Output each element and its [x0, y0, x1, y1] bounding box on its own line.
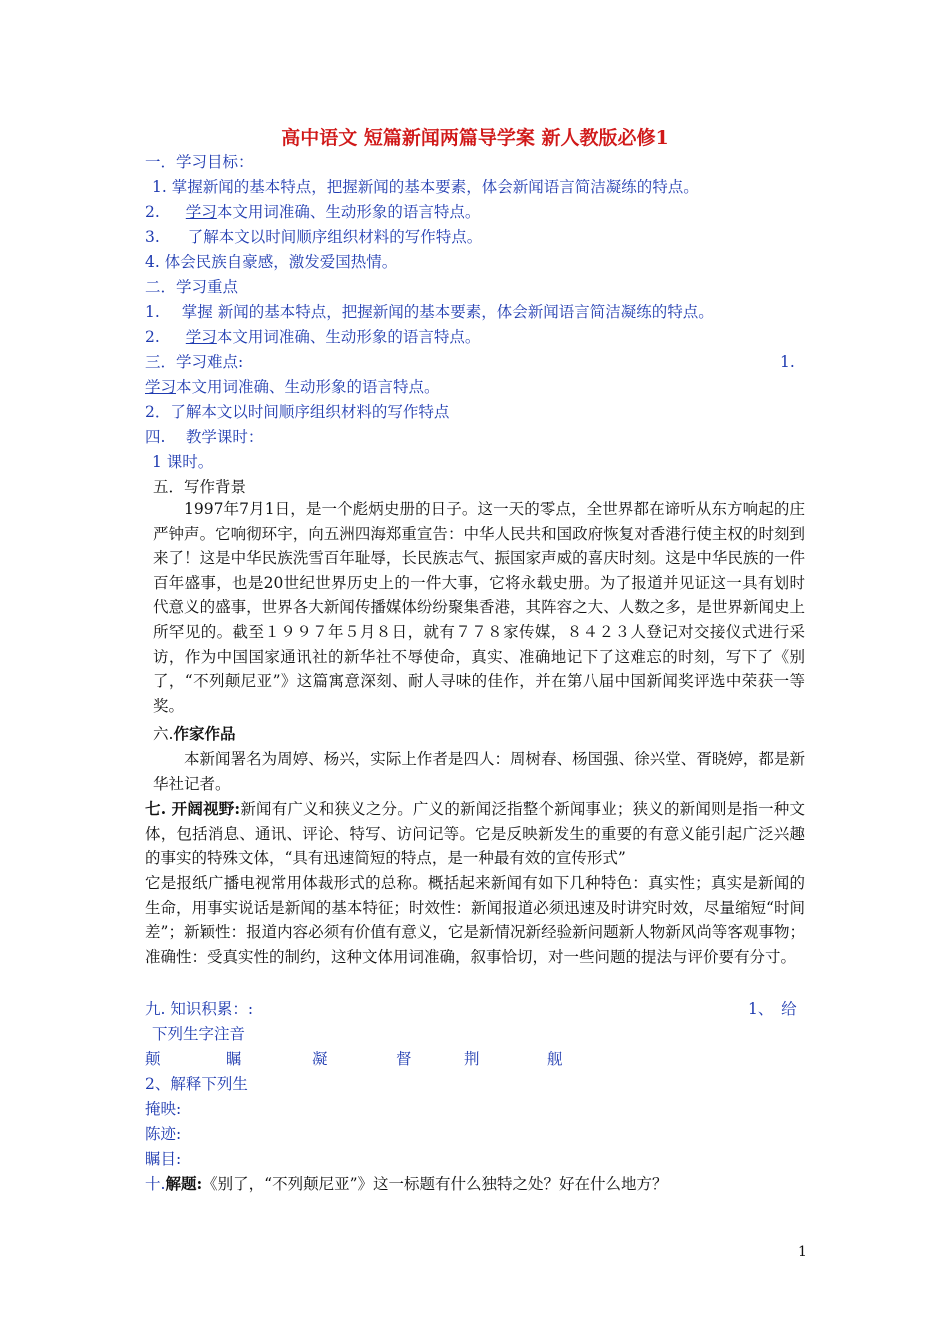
word-1: 掩映:: [145, 1100, 182, 1118]
section-9-heading: 九. 知识积累：:: [145, 1000, 254, 1018]
goal-item-2-number: 2.: [145, 203, 160, 221]
section-10-number: 十.: [145, 1175, 166, 1193]
section-6-number: 六.: [153, 725, 174, 743]
char-2: 瞩: [226, 1050, 242, 1068]
difficulty-item-1: [145, 375, 440, 399]
document-title: 高中语文 短篇新闻两篇导学案 新人教版必修1: [281, 127, 669, 149]
key-item-2-underlined: 学习: [185, 328, 217, 346]
goal-item-2-underlined: 学习: [185, 203, 217, 221]
key-item-1: [145, 300, 714, 324]
word-3: 瞩目:: [145, 1150, 182, 1168]
char-4: 督: [396, 1050, 412, 1068]
key-item-1-number: 1.: [145, 303, 160, 321]
key-item-2: [145, 325, 480, 349]
key-item-1-text: 掌握 新闻的基本特点，把握新闻的基本要素，体会新闻语言简洁凝练的特点。: [181, 303, 714, 321]
section-6-title: 作家作品: [173, 724, 236, 743]
author-paragraph: 本新闻署名为周婷、杨兴，实际上作者是四人：周树春、杨国强、徐兴堂、胥晓婷，都是新华社记者。: [153, 750, 805, 793]
section-10-label: 解题:: [165, 1174, 203, 1193]
section-5-heading: 五．写作背景: [153, 478, 247, 496]
word-2: 陈迹:: [145, 1125, 182, 1143]
section-7-paragraph: [145, 797, 805, 871]
goal-item-3: [145, 225, 482, 249]
section-10-line: [145, 1172, 668, 1196]
exercise-2-text: 2、解释下列生: [145, 1075, 248, 1093]
section-6-heading: [153, 722, 235, 746]
goal-item-3-number: 3.: [145, 228, 160, 246]
difficulty-item-1-text: 本文用词准确、生动形象的语言特点。: [176, 378, 440, 396]
section-1-heading: 一．学习目标：: [145, 153, 254, 171]
difficulty-item-2: 2．了解本文以时间顺序组织材料的写作特点: [145, 403, 450, 421]
key-item-2-text: 本文用词准确、生动形象的语言特点。: [216, 328, 481, 346]
goal-item-2-text: 本文用词准确、生动形象的语言特点。: [216, 203, 481, 221]
char-6: 舰: [547, 1050, 563, 1068]
exercise-1-number: 1、 给: [748, 1000, 797, 1018]
goal-item-1: 1. 掌握新闻的基本特点，把握新闻的基本要素，体会新闻语言简洁凝练的特点。: [152, 178, 699, 196]
char-5: 荆: [464, 1050, 480, 1068]
goal-item-2: [145, 200, 480, 224]
goal-item-4: 4. 体会民族自豪感，激发爱国热情。: [145, 253, 398, 271]
char-3: 凝: [312, 1050, 328, 1068]
section-7-text: 新闻有广义和狭义之分。广义的新闻泛指整个新闻事业；狭义的新闻则是指一种文体，包括消息、通讯、评论、特写、访问记等。它是反映新发生的重要的有意义能引起广泛兴趣的事实的特殊文体，“具有迅速简短的特点，是一种最有效的宣传形式”: [145, 800, 805, 868]
section-3-heading: 三．学习难点:: [145, 353, 244, 371]
section-2-heading: 二．学习重点: [145, 278, 239, 296]
section-10-question: 《别了，“不列颠尼亚”》这一标题有什么独特之处？好在什么地方？: [202, 1175, 668, 1193]
section-7-paragraph-2: 它是报纸广播电视常用体裁形式的总称。概括起来新闻有如下几种特色：真实性；真实是新闻的生命，用事实说话是新闻的基本特征；时效性：新闻报道必须迅速及时讲究时效，尽量缩短“时间差”；新颖性：报道内容必须有价值有意义，它是新情况新经验新问题新人物新风尚等客观事物；准确性：受真实性的制约，这种文体用词准确，叙事恰切，对一些问题的提法与评价要有分寸。: [145, 874, 805, 966]
exercise-1-text: 下列生字注音: [152, 1025, 246, 1043]
key-item-2-number: 2.: [145, 328, 160, 346]
difficulty-item-1-underlined: 学习: [145, 378, 177, 396]
goal-item-3-text: 了解本文以时间顺序组织材料的写作特点。: [187, 228, 483, 246]
section-4-heading: 四. 教学课时：: [145, 428, 264, 446]
background-paragraph: 1997年7月1日，是一个彪炳史册的日子。这一天的零点，全世界都在谛听从东方响起的庄严钟声。它响彻环宇，向五洲四海郑重宣告：中华人民共和国政府恢复对香港行使主权的时刻到来了！这是中华民族洗雪百年耻辱，长民族志气、振国家声威的喜庆时刻。这是中华民族的一件百年盛事，也是20世纪世界历史上的一件大事，它将永载史册。为了报道并见证这一具有划时代意义的盛事，世界各大新闻传播媒体纷纷聚集香港，其阵容之大、人数之多，是世界新闻史上所罕见的。截至１９９７年５月８日，就有７７８家传媒，８４２３人登记对交接仪式进行采访，作为中国国家通讯社的新华社不辱使命，真实、准确地记下了这难忘的时刻，写下了《别了，“不列颠尼亚”》这篇寓意深刻、耐人寻味的佳作，并在第八届中国新闻奖评选中荣获一等奖。: [153, 500, 805, 715]
page-number: 1: [798, 1244, 807, 1260]
lesson-count: 1 课时。: [152, 453, 214, 471]
section-7-label: 七. 开阔视野:: [145, 799, 241, 818]
char-1: 颠: [145, 1050, 161, 1068]
difficulty-item-1-number: 1.: [780, 353, 795, 371]
